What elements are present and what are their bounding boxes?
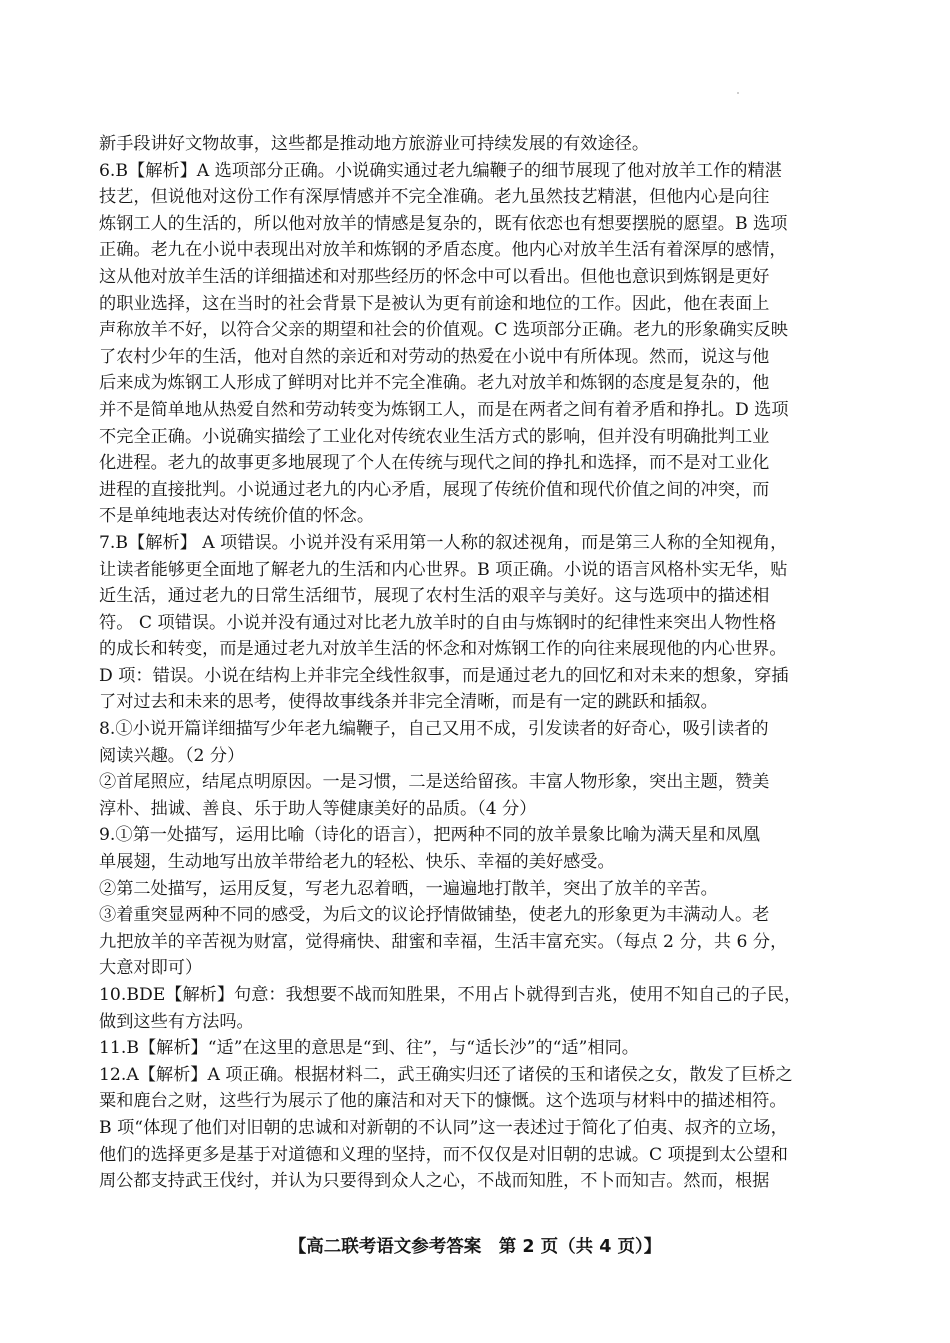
text-line: 化进程。老九的故事更多地展现了个人在传统与现代之间的挣扎和选择，而不是对工业化 (99, 453, 770, 474)
text-line: 符。 C 项错误。小说并没有通过对比老九放羊时的自由与炼钢时的纪律性来突出人物性格 (99, 612, 777, 633)
text-line: 大意对即可） (99, 958, 203, 979)
text-line: 让读者能够更全面地了解老九的生活和内心世界。B 项正确。小说的语言风格朴实无华，贴 (99, 559, 788, 580)
text-line: ②第二处描写，运用反复，写老九忍着晒，一遍遍地打散羊，突出了放羊的辛苦。 (99, 878, 718, 899)
text-line: 淳朴、拙诚、善良、乐于助人等健康美好的品质。（4 分） (99, 798, 537, 819)
answer-text-body (99, 131, 873, 1195)
text-line: 了农村少年的生活，他对自然的亲近和对劳动的热爱在小说中有所体现。然而，说这与他 (99, 346, 770, 367)
text-line: 11.B【解析】“适”在这里的意思是“到、往”，与“适长沙”的“适”相同。 (99, 1038, 639, 1059)
text-line: 周公都支持武王伐纣，并认为只要得到众人之心，不战而知胜，不卜而知吉。然而，根据 (99, 1171, 770, 1192)
page-footer: 【高二联考语文参考答案 第 2 页（共 4 页）】 (288, 1237, 662, 1257)
text-line: 阅读兴趣。（2 分） (99, 745, 245, 766)
text-line: 8.①小说开篇详细描写少年老九编鞭子，自己又用不成，引发读者的好奇心，吸引读者的 (99, 719, 769, 740)
text-line: 的成长和转变，而是通过老九对放羊生活的怀念和对炼钢工作的向往来展现他的内心世界。 (99, 639, 787, 660)
text-line: D 项：错误。小说在结构上并非完全线性叙事，而是通过老九的回忆和对未来的想象，穿插 (99, 665, 789, 686)
text-line: 了对过去和未来的思考，使得故事线条并非完全清晰，而是有一定的跳跃和插叙。 (99, 692, 718, 713)
text-line: 做到这些有方法吗。 (99, 1011, 254, 1032)
text-line: 12.A【解析】A 项正确。根据材料二，武王确实归还了诸侯的玉和诸侯之女，散发了巨桥之 (99, 1064, 793, 1085)
text-line: 炼钢工人的生活的，所以他对放羊的情感是复杂的，既有依恋也有想要摆脱的愿望。B 选项 (99, 213, 788, 234)
text-line: 声称放羊不好，以符合父亲的期望和社会的价值观。C 选项部分正确。老九的形象确实反映 (99, 320, 788, 341)
text-line: ②首尾照应，结尾点明原因。一是习惯，二是送给留孩。丰富人物形象，突出主题，赞美 (99, 772, 770, 793)
text-line: 粟和鹿台之财，这些行为展示了他的廉洁和对天下的慷慨。这个选项与材料中的描述相符。 (99, 1091, 787, 1112)
text-line: 他们的选择更多是基于对道德和义理的坚持，而不仅仅是对旧朝的忠诚。C 项提到太公望和 (99, 1144, 788, 1165)
text-line: 这从他对放羊生活的详细描述和对那些经历的怀念中可以看出。但他也意识到炼钢是更好 (99, 266, 770, 287)
text-line: 技艺，但说他对这份工作有深厚情感并不完全准确。老九虽然技艺精湛，但他内心是向往 (99, 187, 770, 208)
text-line: 6.B【解析】A 选项部分正确。小说确实通过老九编鞭子的细节展现了他对放羊工作的精湛 (99, 160, 782, 181)
text-line: 9.①第一处描写，运用比喻（诗化的语言），把两种不同的放羊景象比喻为满天星和凤凰 (99, 825, 760, 846)
text-line: 不完全正确。小说确实描绘了工业化对传统农业生活方式的影响，但并没有明确批判工业 (99, 426, 770, 447)
text-line: 不是单纯地表达对传统价值的怀念。 (99, 506, 375, 527)
text-line: 单展翅，生动地写出放羊带给老九的轻松、快乐、幸福的美好感受。 (99, 852, 615, 873)
text-line: 10.BDE【解析】句意：我想要不战而知胜果，不用占卜就得到吉兆，使用不知自己的子民， (99, 985, 802, 1005)
text-line: 7.B【解析】 A 项错误。小说并没有采用第一人称的叙述视角，而是第三人称的全知视角， (99, 532, 788, 553)
text-line: 进程的直接批判。小说通过老九的内心矛盾，展现了传统价值和现代价值之间的冲突，而 (99, 479, 770, 500)
text-line: 后来成为炼钢工人形成了鲜明对比并不完全准确。老九对放羊和炼钢的态度是复杂的，他 (99, 373, 770, 394)
text-line: 新手段讲好文物故事，这些都是推动地方旅游业可持续发展的有效途径。 (99, 134, 650, 154)
text-line: B 项“体现了他们对旧朝的忠诚和对新朝的不认同”这一表述过于简化了伯夷、叔齐的立场， (99, 1117, 788, 1138)
text-line: 近生活，通过老九的日常生活细节，展现了农村生活的艰辛与美好。这与选项中的描述相 (99, 586, 770, 607)
text-line: 正确。老九在小说中表现出对放羊和炼钢的矛盾态度。他内心对放羊生活有着深厚的感情， (99, 240, 787, 261)
scan-speck (737, 92, 739, 94)
text-line: 的职业选择，这在当时的社会背景下是被认为更有前途和地位的工作。因此，他在表面上 (99, 293, 770, 314)
text-line: 并不是简单地从热爱自然和劳动转变为炼钢工人，而是在两者之间有着矛盾和挣扎。D 选项 (99, 399, 789, 420)
text-line: 九把放羊的辛苦视为财富，觉得痛快、甜蜜和幸福，生活丰富充实。（每点 2 分，共 6 分， (99, 931, 788, 952)
text-line: ③着重突显两种不同的感受，为后文的议论抒情做铺垫，使老九的形象更为丰满动人。老 (99, 905, 770, 926)
